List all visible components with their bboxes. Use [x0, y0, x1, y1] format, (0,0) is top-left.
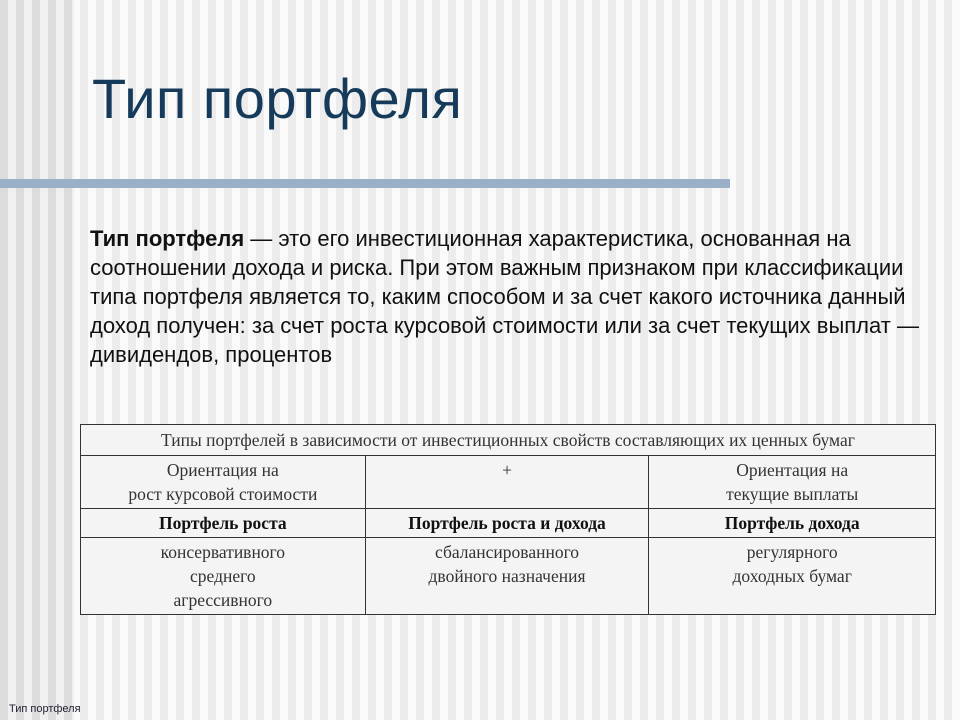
left-decorative-band	[0, 0, 74, 720]
table-cell-income-portfolio: Портфель дохода	[649, 509, 936, 538]
definition-term: Тип портфеля	[90, 226, 245, 251]
portfolio-types-table	[80, 424, 936, 615]
table-cell-growth-income-subtypes	[365, 538, 649, 615]
title-divider	[0, 179, 730, 188]
table-cell-growth-subtypes	[81, 538, 366, 615]
definition-paragraph	[90, 224, 930, 369]
cell-text: регулярного доходных бумаг	[732, 542, 852, 586]
slide-title: Тип портфеля	[92, 67, 463, 130]
cell-text: Ориентация на рост курсовой стоимости	[128, 460, 318, 504]
table-header-cell: Типы портфелей в зависимости от инвестиционных свойств составляющих их ценных бумаг	[81, 425, 936, 456]
table-cell-income-subtypes	[649, 538, 936, 615]
cell-text: консервативного среднего агрессивного	[160, 542, 286, 610]
table-subtypes-row	[81, 538, 936, 615]
table-orientation-row	[81, 456, 936, 509]
slide-footer: Тип портфеля	[9, 703, 81, 715]
table-cell-plus	[365, 456, 649, 509]
table-cell-growth-orientation	[81, 456, 366, 509]
cell-text: сбалансированного двойного назначения	[428, 542, 586, 586]
table-cell-growth-portfolio: Портфель роста	[81, 509, 366, 538]
table-names-row	[81, 509, 936, 538]
cell-text: +	[502, 460, 512, 480]
table-cell-growth-income-portfolio: Портфель роста и дохода	[365, 509, 649, 538]
definition-text: — это его инвестиционная характеристика, основанная на соотношении дохода и риска. При этом важным признаком при классификации типа портфеля является то, каким способом и за счет какого источника данный доход получен: за счет роста курсовой стоимости или за счет текущих выплат — дивидендов, процентов	[90, 226, 919, 367]
cell-text: Ориентация на текущие выплаты	[726, 460, 859, 504]
table-cell-income-orientation	[649, 456, 936, 509]
table-header-row	[81, 425, 936, 456]
